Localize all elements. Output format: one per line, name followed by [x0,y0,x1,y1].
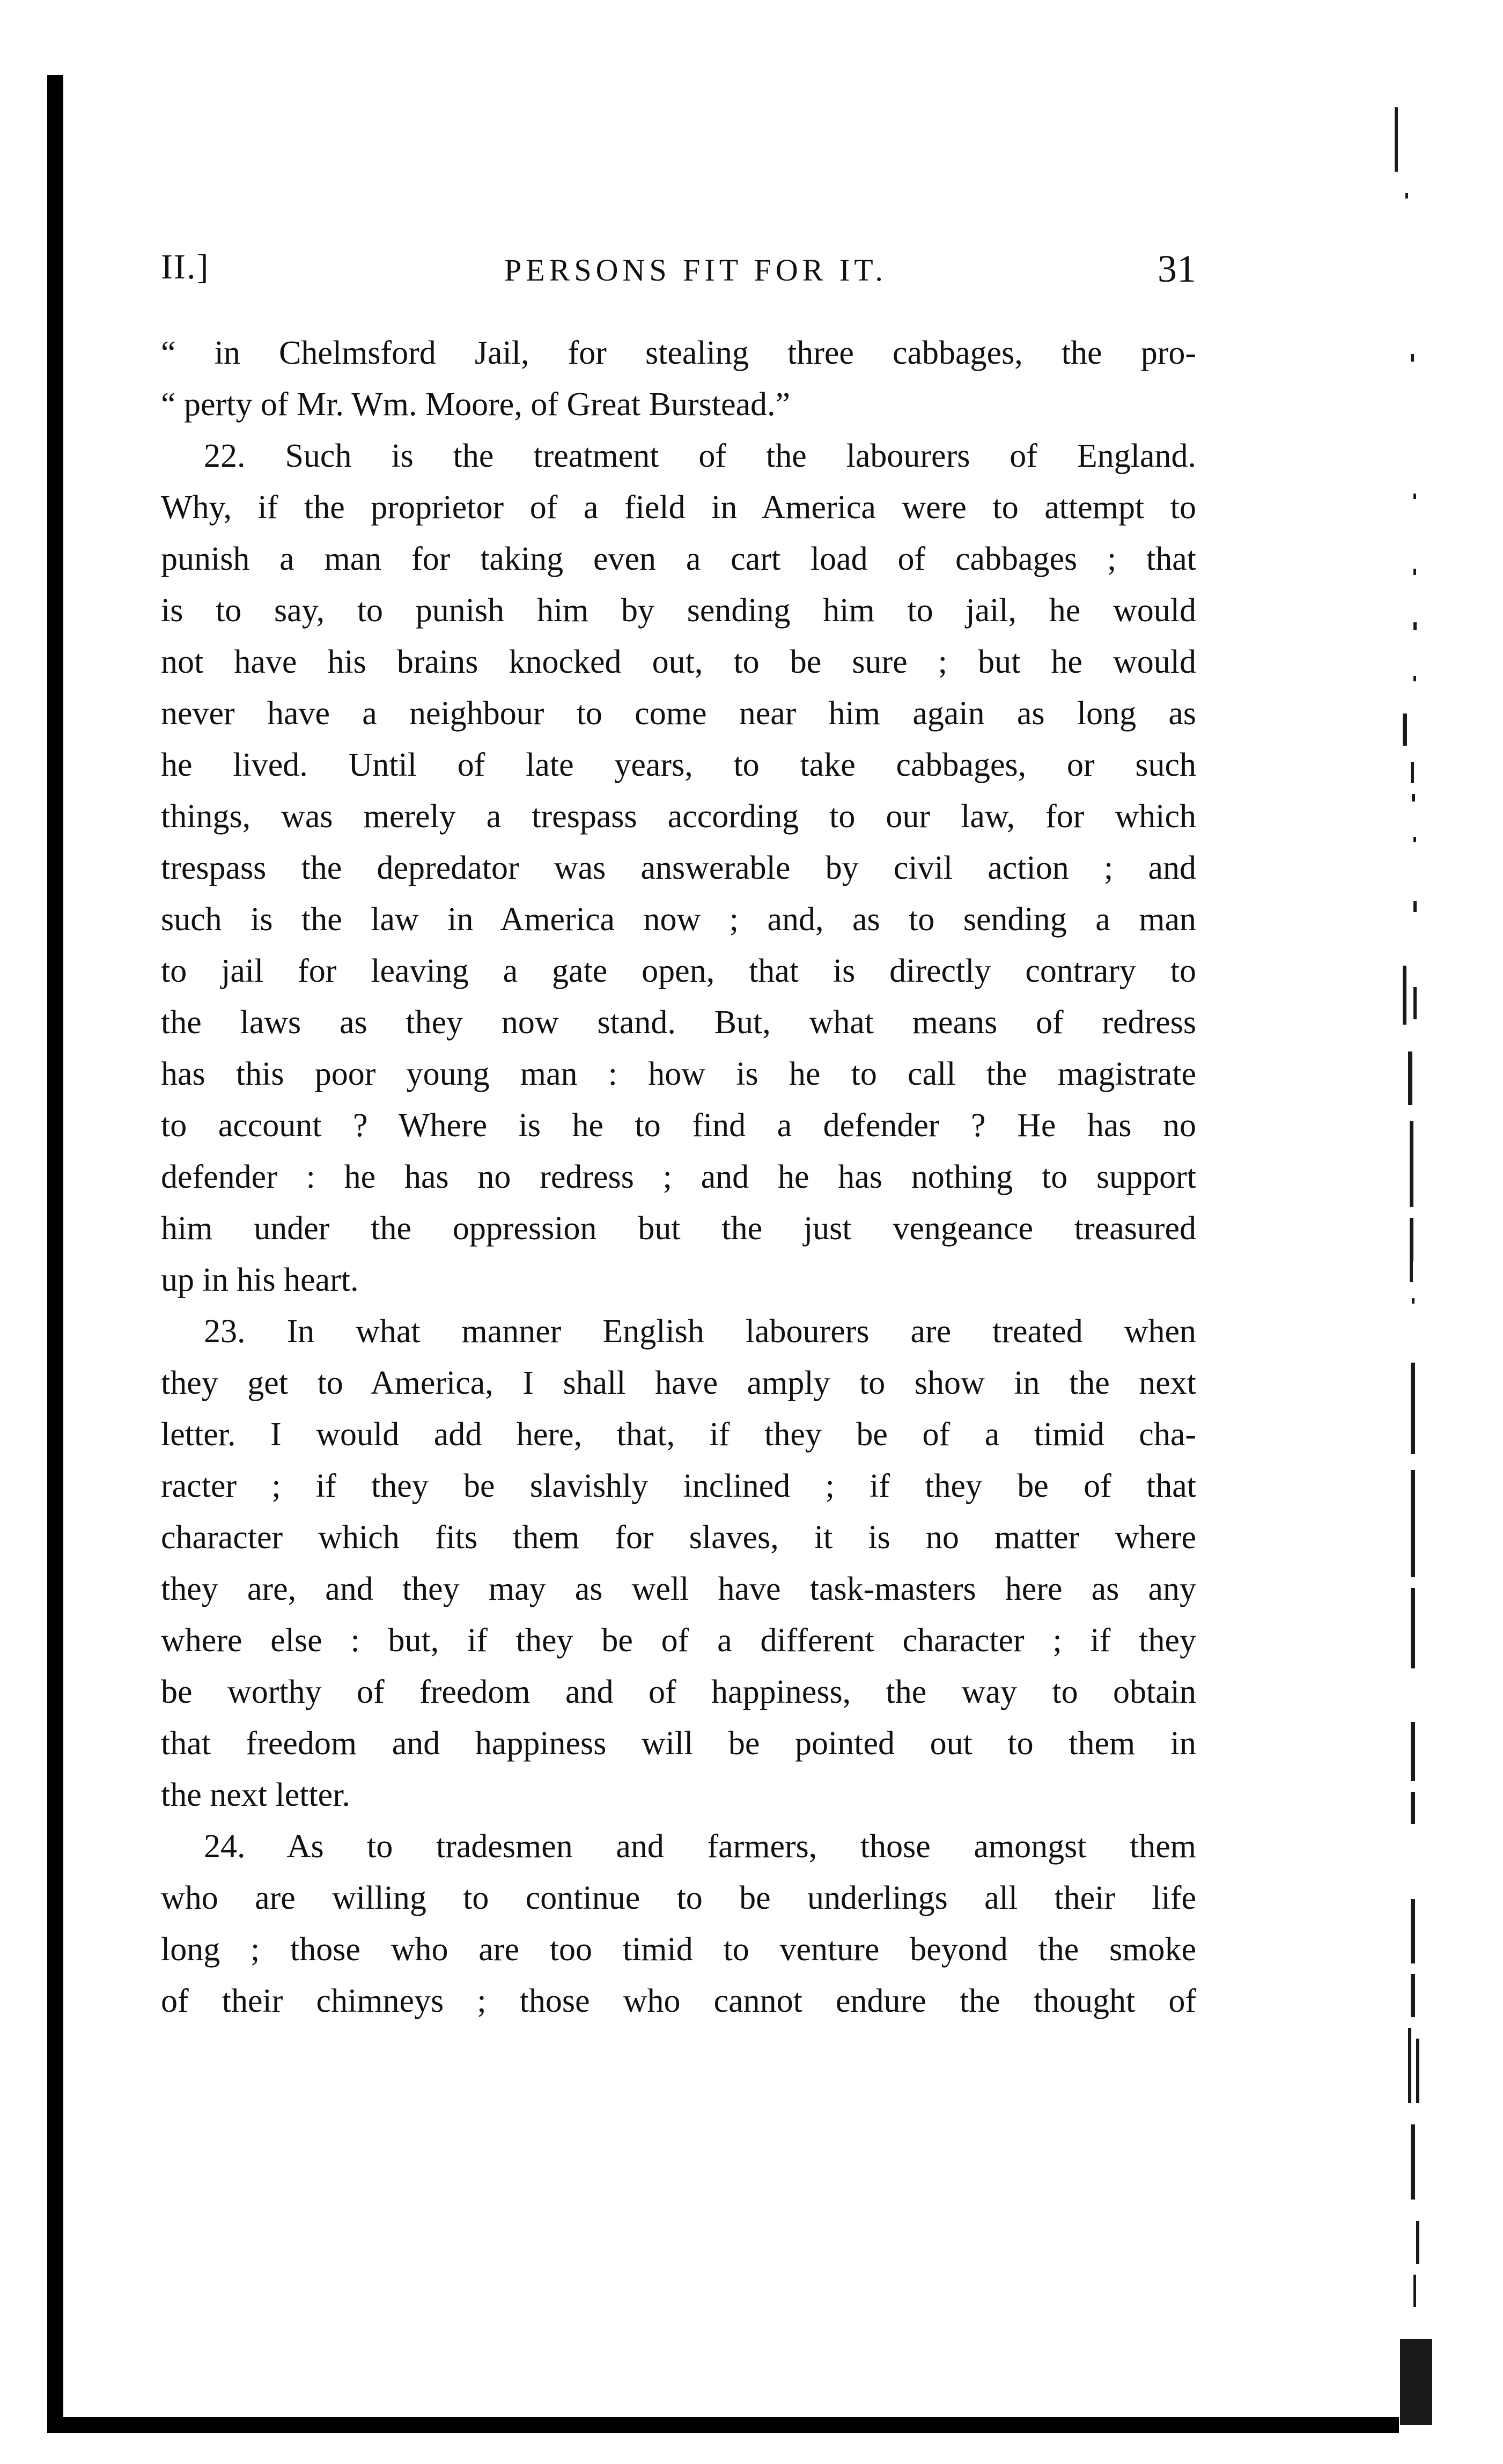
scan-binding-edge [47,75,63,2419]
paragraph-24 [161,1821,1196,2027]
text-line: the next letter. [161,1777,350,1813]
running-header [161,247,1196,306]
text-line: racter ; if they be slavishly inclined ; if they be of that [161,1468,1196,1504]
text-line: long ; those who are too timid to venture beyond the smoke [161,1931,1196,1968]
text-line: “ in Chelmsford Jail, for stealing three cabbages, the pro- [161,335,1196,371]
text-line: 22. Such is the treatment of the labourers of England. [204,438,1196,474]
paragraph-22 [161,430,1196,1306]
text-line: Why, if the proprietor of a field in America were to attempt to [161,489,1196,526]
text-line: trespass the depredator was answerable by civil action ; and [161,850,1196,886]
text-line: that freedom and happiness will be pointed out to them in [161,1725,1196,1762]
text-line: 24. As to tradesmen and farmers, those amongst them [204,1828,1196,1865]
text-line: to account ? Where is he to find a defender ? He has no [161,1107,1196,1144]
body-text [161,327,1196,2027]
text-line: to jail for leaving a gate open, that is directly contrary to [161,953,1196,989]
text-line: such is the law in America now ; and, as to sending a man [161,901,1196,938]
text-line: be worthy of freedom and of happiness, the way to obtain [161,1674,1196,1710]
text-line: punish a man for taking even a cart load of cabbages ; that [161,541,1196,577]
running-title: PERSONS FIT FOR IT. [504,253,887,288]
text-line: 23. In what manner English labourers are treated when [204,1313,1196,1350]
text-line: defender : he has no redress ; and he has nothing to support [161,1159,1196,1195]
page-number: 31 [1158,247,1196,290]
scan-bottom-edge [47,2417,1399,2433]
text-line: is to say, to punish him by sending him to jail, he would [161,592,1196,629]
text-line: they get to America, I shall have amply to show in the next [161,1365,1196,1401]
text-line: “ perty of Mr. Wm. Moore, of Great Burstead.” [161,386,791,423]
text-line: up in his heart. [161,1262,359,1298]
text-line: has this poor young man : how is he to call the magistrate [161,1056,1196,1092]
text-line: who are willing to continue to be underlings all their life [161,1880,1196,1916]
text-line: never have a neighbour to come near him again as long as [161,695,1196,732]
text-line: he lived. Until of late years, to take cabbages, or such [161,747,1196,783]
scan-fore-edge [1373,86,1438,2425]
chapter-marker: II.] [161,247,210,286]
text-line: things, was merely a trespass according to our law, for which [161,798,1196,835]
text-line: him under the oppression but the just vengeance treasured [161,1210,1196,1247]
text-line: they are, and they may as well have task-masters here as any [161,1571,1196,1607]
text-line: character which fits them for slaves, it is no matter where [161,1519,1196,1556]
paragraph-quote-end [161,327,1196,430]
text-line: not have his brains knocked out, to be sure ; but he would [161,644,1196,680]
paragraph-23 [161,1306,1196,1821]
text-line: the laws as they now stand. But, what means of redress [161,1004,1196,1041]
text-line: where else : but, if they be of a different character ; if they [161,1622,1196,1659]
text-line: of their chimneys ; those who cannot endure the thought of [161,1983,1196,2019]
text-line: letter. I would add here, that, if they be of a timid cha- [161,1416,1196,1453]
